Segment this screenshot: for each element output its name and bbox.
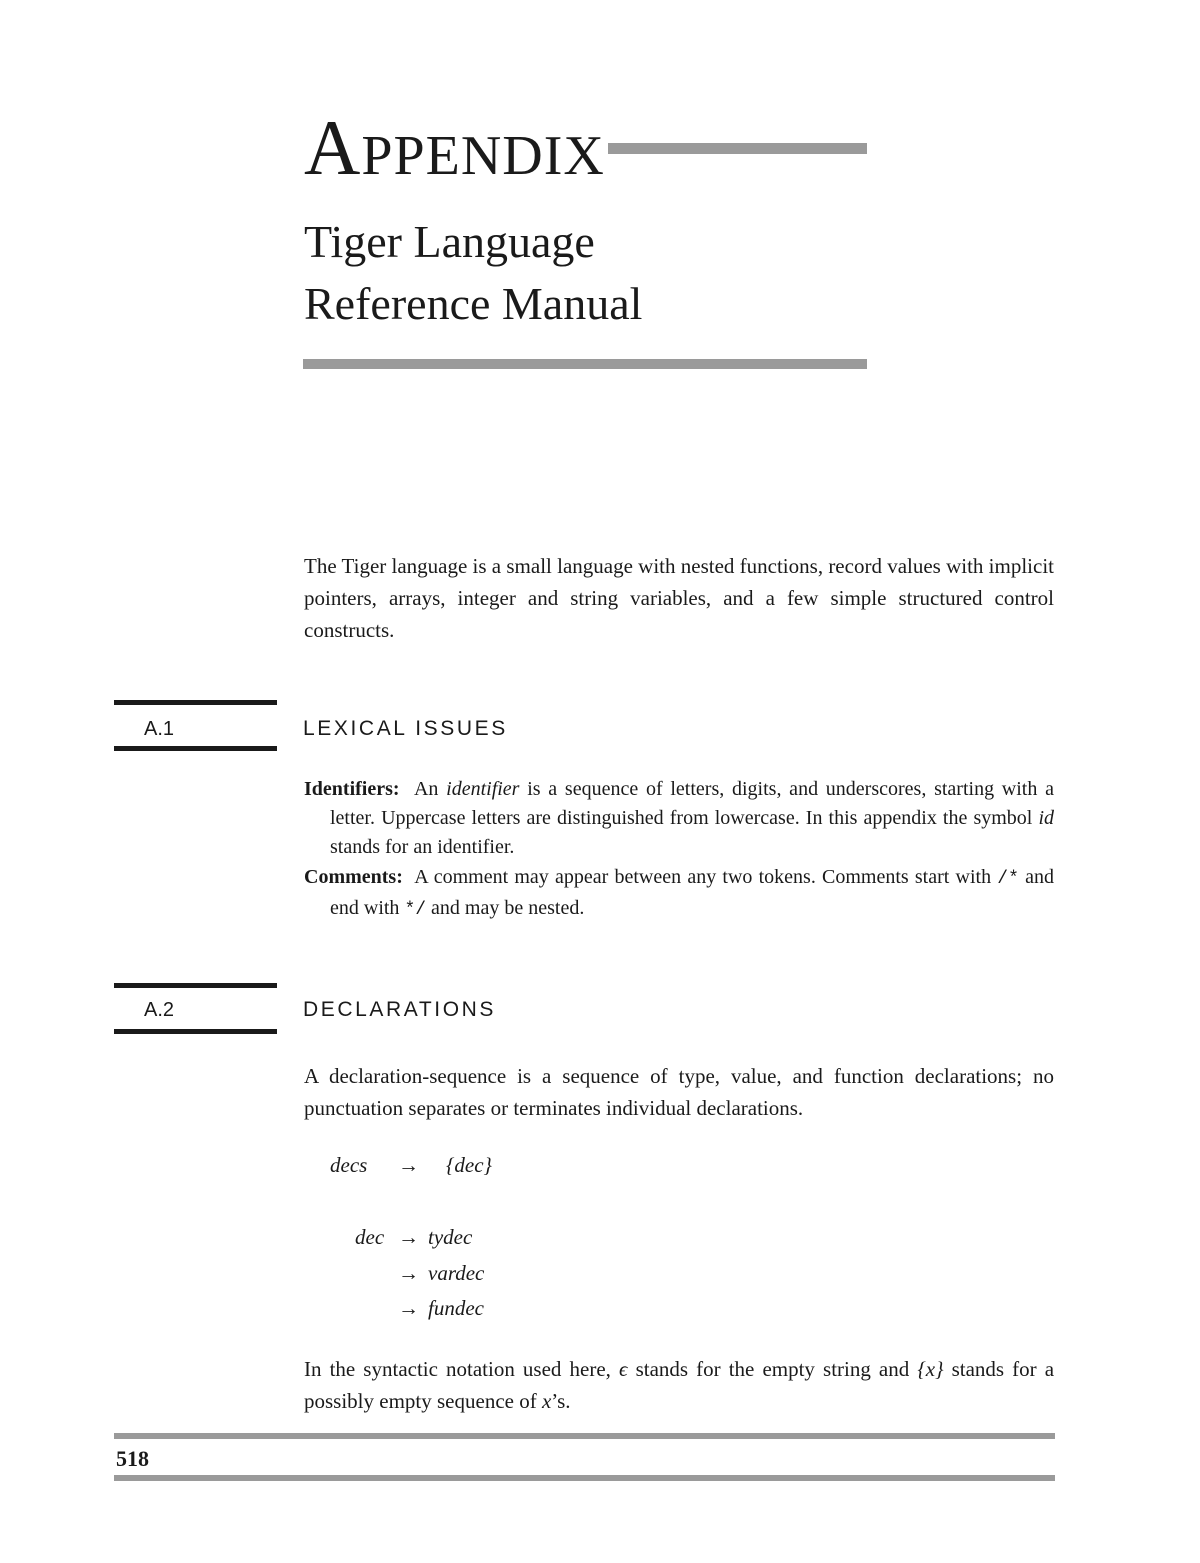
identifiers-definition bbox=[304, 775, 1054, 862]
grammar-decs-rhs: {dec} bbox=[446, 1153, 492, 1177]
appendix-initial: A bbox=[304, 104, 362, 191]
comment-close-token: */ bbox=[404, 900, 427, 920]
comments-text-2: and end with bbox=[330, 866, 1054, 919]
notation-text-2: stands for the empty string and bbox=[635, 1357, 910, 1381]
footer-rule-bottom bbox=[114, 1475, 1055, 1481]
section-a1-rule-bottom bbox=[114, 746, 277, 751]
appendix-heading bbox=[304, 104, 605, 196]
identifiers-text-3: stands for an identifier. bbox=[330, 836, 515, 858]
section-a1-rule-top bbox=[114, 700, 277, 705]
grammar-dec-lhs: dec bbox=[355, 1225, 385, 1249]
grammar-vardec: vardec bbox=[428, 1261, 485, 1285]
section-a2-title: DECLARATIONS bbox=[303, 998, 497, 1021]
grammar-dec-arrow-2: → bbox=[398, 1261, 419, 1285]
footer-rule-top bbox=[114, 1433, 1055, 1439]
section-a1-number: A.1 bbox=[144, 718, 175, 740]
grammar-tydec: tydec bbox=[428, 1225, 473, 1249]
comments-text-1: A comment may appear between any two tokens. Comments start with bbox=[414, 866, 992, 888]
section-a2-number: A.2 bbox=[144, 999, 175, 1021]
declarations-intro: A declaration-sequence is a sequence of type, value, and function declarations; no punctuation separates or terminates individual declarations. bbox=[304, 1064, 1054, 1120]
identifiers-term: Identifiers: bbox=[304, 778, 400, 800]
x-symbol: x bbox=[541, 1389, 552, 1413]
appendix-rest: PPENDIX bbox=[361, 125, 605, 187]
grammar-decs-lhs: decs bbox=[330, 1153, 368, 1177]
heading-rule bbox=[608, 143, 867, 154]
lexical-definitions bbox=[304, 775, 1054, 926]
identifier-emphasis: identifier bbox=[446, 778, 520, 800]
section-a2-rule-bottom bbox=[114, 1029, 277, 1034]
section-a1-title: LEXICAL ISSUES bbox=[303, 717, 508, 740]
grammar-dec-arrow-3: → bbox=[398, 1296, 419, 1320]
identifiers-text-2: is a sequence of letters, digits, and underscores, starting with a letter. Uppercase letters are distinguished from lowercase. In this appendix the symbol bbox=[330, 778, 1054, 829]
comments-definition bbox=[304, 863, 1054, 925]
chapter-title-line-1: Tiger Language bbox=[304, 216, 595, 267]
epsilon-symbol: ϵ bbox=[619, 1357, 628, 1381]
comments-text-3: and may be nested. bbox=[431, 897, 585, 919]
notation-text-1: In the syntactic notation used here, bbox=[304, 1357, 611, 1381]
grammar-decs-arrow: → bbox=[398, 1153, 419, 1177]
title-rule bbox=[303, 359, 867, 369]
identifiers-text-1: An bbox=[413, 778, 439, 800]
intro-paragraph: The Tiger language is a small language with nested functions, record values with implicit pointers, arrays, integer and string variables, and a few simple structured control constructs. bbox=[304, 554, 1055, 642]
notation-paragraph bbox=[304, 1353, 1054, 1417]
notation-text-3: stands for a possibly empty sequence of bbox=[304, 1357, 1055, 1413]
comment-open-token: /* bbox=[997, 869, 1019, 889]
chapter-title-line-2: Reference Manual bbox=[304, 278, 643, 329]
comments-term: Comments: bbox=[304, 866, 403, 888]
notation-text-4: ’s. bbox=[551, 1389, 571, 1413]
x-braces-symbol: {x} bbox=[917, 1357, 944, 1381]
grammar-fundec: fundec bbox=[428, 1296, 484, 1320]
page-number: 518 bbox=[116, 1446, 149, 1471]
grammar-dec-arrow-1: → bbox=[398, 1225, 419, 1249]
id-symbol: id bbox=[1038, 807, 1054, 829]
section-a2-rule-top bbox=[114, 983, 277, 988]
